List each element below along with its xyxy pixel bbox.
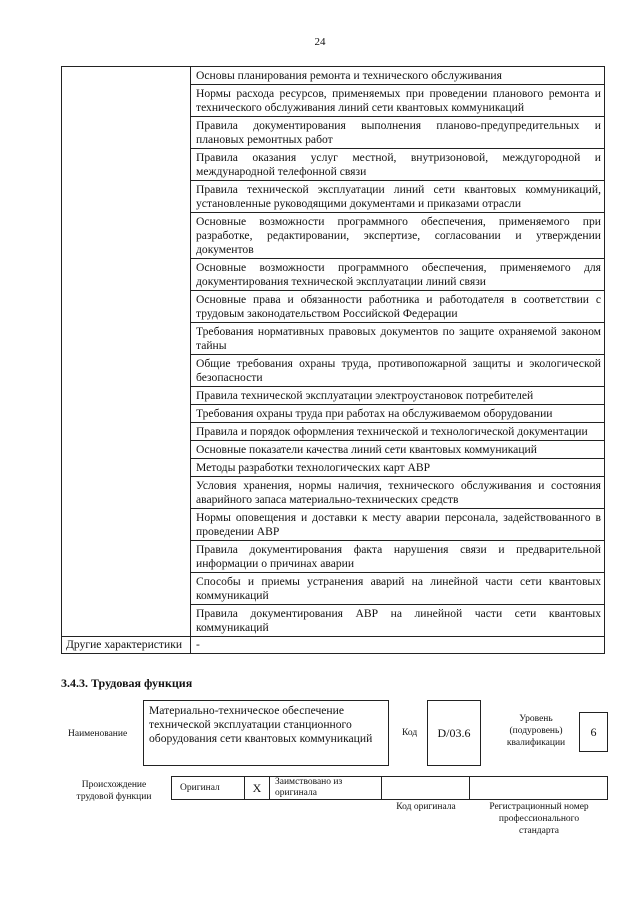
knowledge-item: Нормы расхода ресурсов, применяемых при проведении планового ремонта и технического обслуживания линий сети квантовых коммуникаций	[191, 85, 605, 117]
knowledge-item: Нормы оповещения и доставки к месту аварии персонала, задействованного в проведении АВР	[191, 509, 605, 541]
row-label-cell	[62, 67, 191, 637]
knowledge-item: Основные показатели качества линий сети квантовых коммуникаций	[191, 441, 605, 459]
origin-label: Происхождение трудовой функции	[76, 780, 152, 802]
registration-number-cell	[470, 777, 607, 799]
original-label: Оригинал	[180, 783, 220, 793]
page-number: 24	[314, 36, 326, 48]
other-characteristics-label: Другие характеристики	[62, 637, 191, 654]
knowledge-item: Правила документирования выполнения планово-предупредительных и плановых ремонтных работ	[191, 117, 605, 149]
knowledge-item: Способы и приемы устранения аварий на линейной части сети квантовых коммуникаций	[191, 573, 605, 605]
other-characteristics-value: -	[191, 637, 605, 654]
original-mark: X	[252, 780, 262, 795]
code-label: Код	[402, 728, 418, 738]
origin-row	[171, 776, 608, 800]
name-label: Наименование	[68, 729, 128, 739]
code-field	[427, 700, 481, 766]
knowledge-item: Условия хранения, нормы наличия, технического обслуживания и состояния аварийного запаса материально-технических средств	[191, 477, 605, 509]
knowledge-item: Требования охраны труда при работах на обслуживаемом оборудовании	[191, 405, 605, 423]
original-cell	[172, 777, 245, 799]
knowledge-item: Основные возможности программного обеспечения, применяемого для документирования технической эксплуатации линий связи	[191, 259, 605, 291]
knowledge-item: Общие требования охраны труда, противопожарной защиты и экологической безопасности	[191, 355, 605, 387]
code-value: D/03.6	[437, 725, 471, 740]
original-code-cell	[382, 777, 470, 799]
table-row	[62, 67, 605, 85]
other-characteristics-row	[62, 637, 605, 654]
knowledge-item: Правила документирования факта нарушения связи и предварительной информации о причинах аварии	[191, 541, 605, 573]
original-code-caption: Код оригинала	[396, 802, 456, 812]
knowledge-item: Основные права и обязанности работника и работодателя в соответствии с трудовым законодательством Российской Федерации	[191, 291, 605, 323]
knowledge-item: Правила технической эксплуатации электроустановок потребителей	[191, 387, 605, 405]
borrowed-cell	[270, 777, 382, 799]
knowledge-item: Основы планирования ремонта и технического обслуживания	[191, 67, 605, 85]
knowledge-item: Методы разработки технологических карт АВР	[191, 459, 605, 477]
original-mark-cell	[245, 777, 270, 799]
knowledge-item: Правила и порядок оформления технической и технологической документации	[191, 423, 605, 441]
function-name-field: Материально-техническое обеспечение технической эксплуатации станционного оборудования сети квантовых коммуникаций	[143, 700, 389, 766]
knowledge-item: Правила оказания услуг местной, внутризоновой, междугородной и международной телефонной связи	[191, 149, 605, 181]
borrowed-label: Заимствовано из оригинала	[275, 777, 343, 798]
required-knowledge-table	[61, 66, 605, 654]
level-label: Уровень (подуровень) квалификации	[506, 714, 566, 748]
level-field	[579, 712, 608, 752]
registration-number-caption: Регистрационный номер профессионального стандарта	[489, 802, 589, 836]
section-title: 3.4.3. Трудовая функция	[61, 676, 193, 690]
knowledge-item: Основные возможности программного обеспечения, применяемого при разработке, редактировании, экспертизе, согласовании и утверждении документов	[191, 213, 605, 259]
knowledge-item: Правила документирования АВР на линейной части сети квантовых коммуникаций	[191, 605, 605, 637]
level-value: 6	[590, 724, 597, 739]
knowledge-item: Правила технической эксплуатации линий сети квантовых коммуникаций, установленные руководящими документами и приказами отрасли	[191, 181, 605, 213]
knowledge-item: Требования нормативных правовых документов по защите охраняемой законом тайны	[191, 323, 605, 355]
